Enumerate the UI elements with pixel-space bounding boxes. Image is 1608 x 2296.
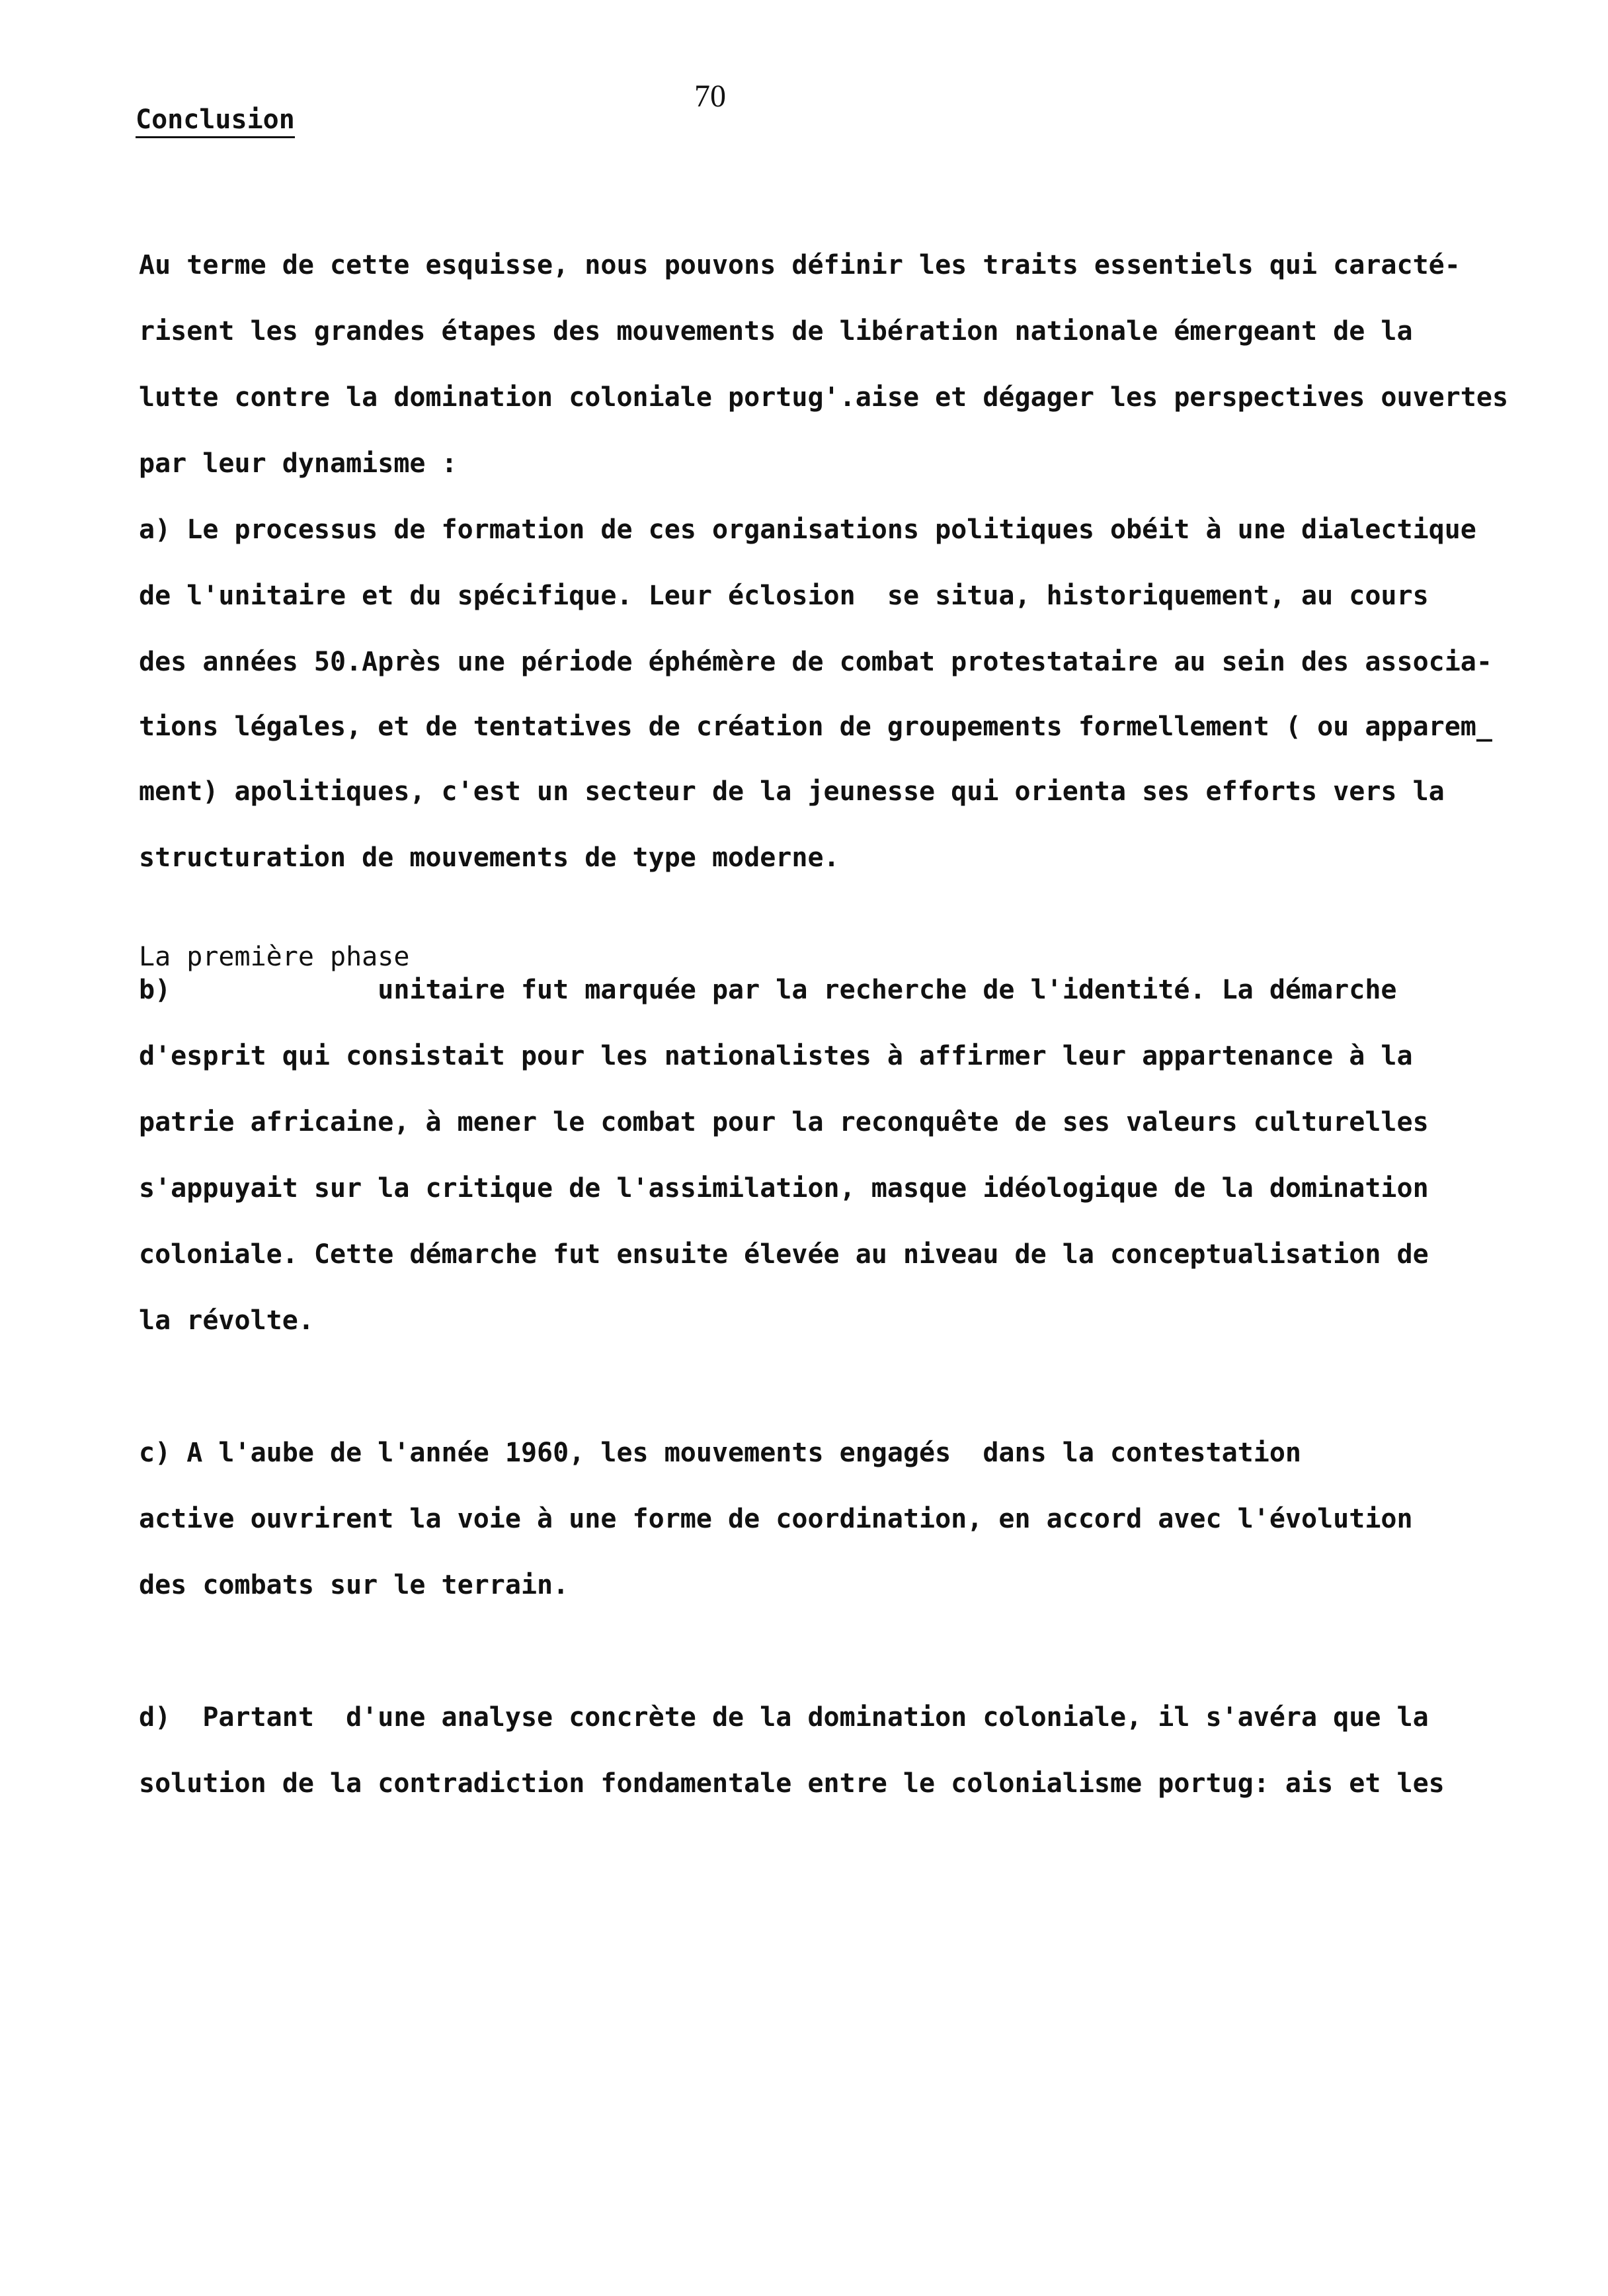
- paragraph-line: d) Partant d'une analyse concrète de la domination coloniale, il s'avéra que la: [139, 1702, 1429, 1733]
- paragraph-line: s'appuyait sur la critique de l'assimilation, masque idéologique de la domination: [139, 1173, 1429, 1204]
- paragraph-line: active ouvrirent la voie à une forme de coordination, en accord avec l'évolution: [139, 1504, 1413, 1534]
- paragraph-line: solution de la contradiction fondamentale entre le colonialisme portug: ais et les: [139, 1768, 1445, 1799]
- paragraph-line: patrie africaine, à mener le combat pour la reconquête de ses valeurs culturelles: [139, 1107, 1429, 1137]
- paragraph-line: b) unitaire fut marquée par la recherche de l'identité. La démarche: [139, 975, 1397, 1005]
- paragraph-line: la révolte.: [139, 1305, 314, 1336]
- paragraph-line: des combats sur le terrain.: [139, 1570, 569, 1600]
- paragraph-line: lutte contre la domination coloniale portug'.aise et dégager les perspectives ouvertes: [139, 382, 1509, 413]
- paragraph-line: d'esprit qui consistait pour les nationalistes à affirmer leur appartenance à la: [139, 1041, 1413, 1071]
- section-heading: Conclusion: [136, 104, 295, 138]
- page-number: 70: [694, 79, 726, 114]
- paragraph-line: ment) apolitiques, c'est un secteur de la jeunesse qui orienta ses efforts vers la: [139, 776, 1445, 807]
- paragraph-line: des années 50.Après une période éphémère de combat protestataire au sein des associa-: [139, 647, 1492, 677]
- paragraph-line: structuration de mouvements de type moderne.: [139, 842, 840, 873]
- paragraph-line: c) A l'aube de l'année 1960, les mouvements engagés dans la contestation: [139, 1438, 1301, 1468]
- paragraph-line: La première phase: [139, 942, 410, 972]
- paragraph-line: tions légales, et de tentatives de création de groupements formellement ( ou apparem_: [139, 712, 1492, 742]
- paragraph-line: coloniale. Cette démarche fut ensuite élevée au niveau de la conceptualisation de: [139, 1239, 1429, 1270]
- paragraph-line: de l'unitaire et du spécifique. Leur éclosion se situa, historiquement, au cours: [139, 581, 1429, 611]
- paragraph-line: Au terme de cette esquisse, nous pouvons définir les traits essentiels qui caracté-: [139, 250, 1461, 280]
- paragraph-line: a) Le processus de formation de ces organisations politiques obéit à une dialectique: [139, 514, 1476, 545]
- paragraph-line: par leur dynamisme :: [139, 448, 458, 479]
- paragraph-line: risent les grandes étapes des mouvements de libération nationale émergeant de la: [139, 316, 1413, 347]
